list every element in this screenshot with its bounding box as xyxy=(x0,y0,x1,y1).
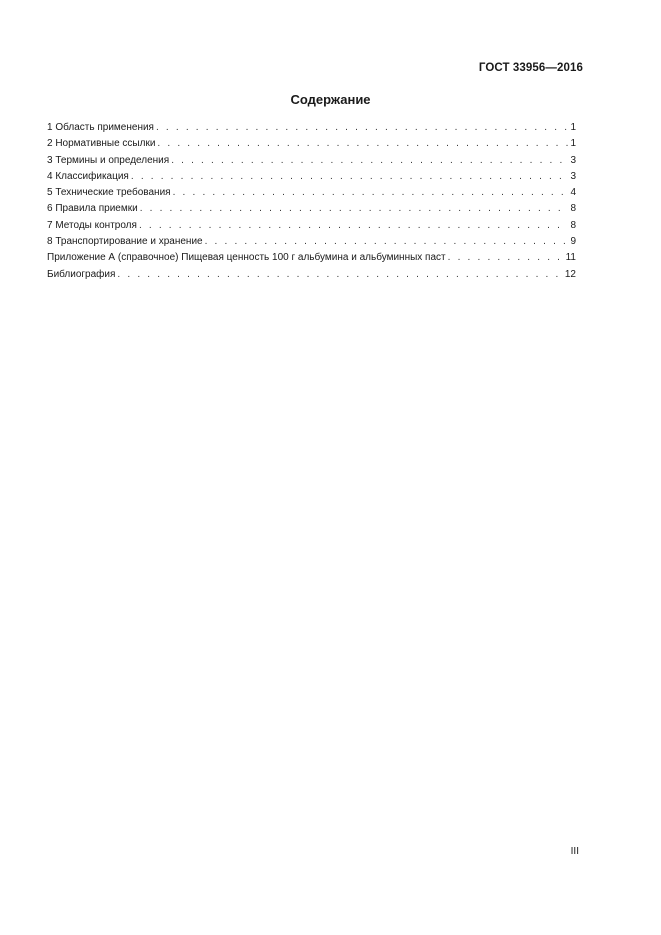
toc-entry[interactable] xyxy=(47,267,576,283)
toc-entry-page: 1 xyxy=(570,122,576,133)
toc-entry-page: 12 xyxy=(564,268,576,280)
toc-entry-label: 2 Нормативные ссылки xyxy=(47,138,156,150)
toc-entry[interactable] xyxy=(47,218,576,234)
toc-entry-label: 3 Термины и определения xyxy=(47,154,170,166)
toc-entry-label: 6 Правила приемки xyxy=(47,203,138,215)
toc-leader-dots xyxy=(448,250,564,266)
toc-entry-label: 4 Классификация xyxy=(47,170,129,182)
toc-entry-label: Библиография xyxy=(47,268,116,280)
toc-entry[interactable] xyxy=(47,136,576,152)
toc-leader-dots xyxy=(139,218,569,234)
page-number: III xyxy=(570,846,579,857)
toc-entry-page: 1 xyxy=(570,138,576,150)
toc-entry-page: 4 xyxy=(570,187,576,199)
toc-entry-label: 1 Область применения xyxy=(47,122,154,133)
toc-leader-dots xyxy=(156,120,568,136)
toc-leader-dots xyxy=(140,201,569,217)
toc-entry[interactable] xyxy=(47,153,576,169)
toc-entry-page: 8 xyxy=(570,203,576,215)
toc-entry-page: 9 xyxy=(570,236,576,248)
toc-entry-label: 7 Методы контроля xyxy=(47,219,137,231)
toc-entry-page: 8 xyxy=(570,219,576,231)
toc-leader-dots xyxy=(117,267,562,283)
toc-leader-dots xyxy=(205,234,569,250)
toc-leader-dots xyxy=(157,136,568,152)
toc-title: Содержание xyxy=(290,92,371,107)
toc-entry-label: 8 Транспортирование и хранение xyxy=(47,236,203,248)
toc-entry-label: Приложение А (справочное) Пищевая ценность 100 г альбумина и альбуминных паст xyxy=(47,252,446,264)
document-code: ГОСТ 33956—2016 xyxy=(478,62,583,74)
toc-entry[interactable] xyxy=(47,234,576,250)
toc-entry[interactable] xyxy=(47,169,576,185)
toc-entry[interactable] xyxy=(47,250,576,266)
toc-entry[interactable] xyxy=(47,120,576,136)
toc-entry[interactable] xyxy=(47,201,576,217)
toc-entry-page: 3 xyxy=(570,170,576,182)
toc-entry[interactable] xyxy=(47,185,576,201)
toc-leader-dots xyxy=(131,169,569,185)
toc-leader-dots xyxy=(173,185,569,201)
table-of-contents xyxy=(47,120,576,283)
toc-entry-label: 5 Технические требования xyxy=(47,187,171,199)
toc-entry-page: 3 xyxy=(570,154,576,166)
toc-entry-page: 11 xyxy=(565,252,576,264)
toc-leader-dots xyxy=(171,153,568,169)
